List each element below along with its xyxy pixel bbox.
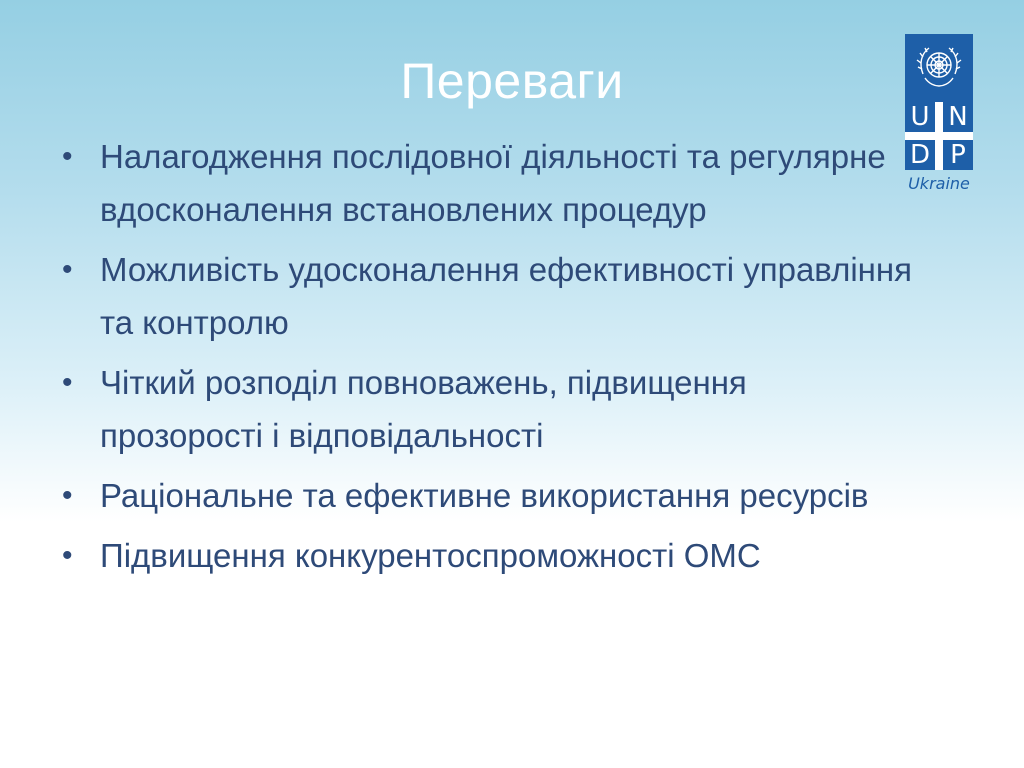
undp-logo bbox=[905, 34, 973, 194]
bullet-item bbox=[62, 529, 912, 582]
undp-letter-grid bbox=[905, 102, 973, 170]
bullet-item bbox=[62, 243, 912, 349]
bullet-item bbox=[62, 356, 912, 462]
bullet-text: Підвищення конкурентоспроможності ОМС bbox=[100, 537, 761, 574]
bullet-text: Раціональне та ефективне використання ресурсів bbox=[100, 477, 869, 514]
bullet-marker: • bbox=[62, 539, 73, 572]
logo-letter-n: N bbox=[943, 102, 973, 132]
bullet-text: Налагодження послідовної діяльності та регулярне вдосконалення встановлених процедур bbox=[100, 138, 886, 228]
slide-title: Переваги bbox=[400, 53, 624, 109]
bullet-list bbox=[62, 130, 912, 589]
bullet-item bbox=[62, 130, 912, 236]
logo-caption: Ukraine bbox=[908, 174, 970, 193]
bullet-text: Чіткий розподіл повноважень, підвищення прозорості і відповідальності bbox=[100, 364, 747, 454]
bullet-marker: • bbox=[62, 140, 73, 173]
logo-letter-p: P bbox=[943, 140, 973, 170]
bullet-marker: • bbox=[62, 253, 73, 286]
bullet-marker: • bbox=[62, 479, 73, 512]
logo-letter-d: D bbox=[905, 140, 935, 170]
un-emblem-icon bbox=[909, 38, 969, 98]
bullet-marker: • bbox=[62, 366, 73, 399]
logo-letter-u: U bbox=[905, 102, 935, 132]
bullet-text: Можливість удосконалення ефективності управління та контролю bbox=[100, 251, 912, 341]
undp-logo-box bbox=[905, 34, 973, 170]
bullet-item bbox=[62, 469, 912, 522]
